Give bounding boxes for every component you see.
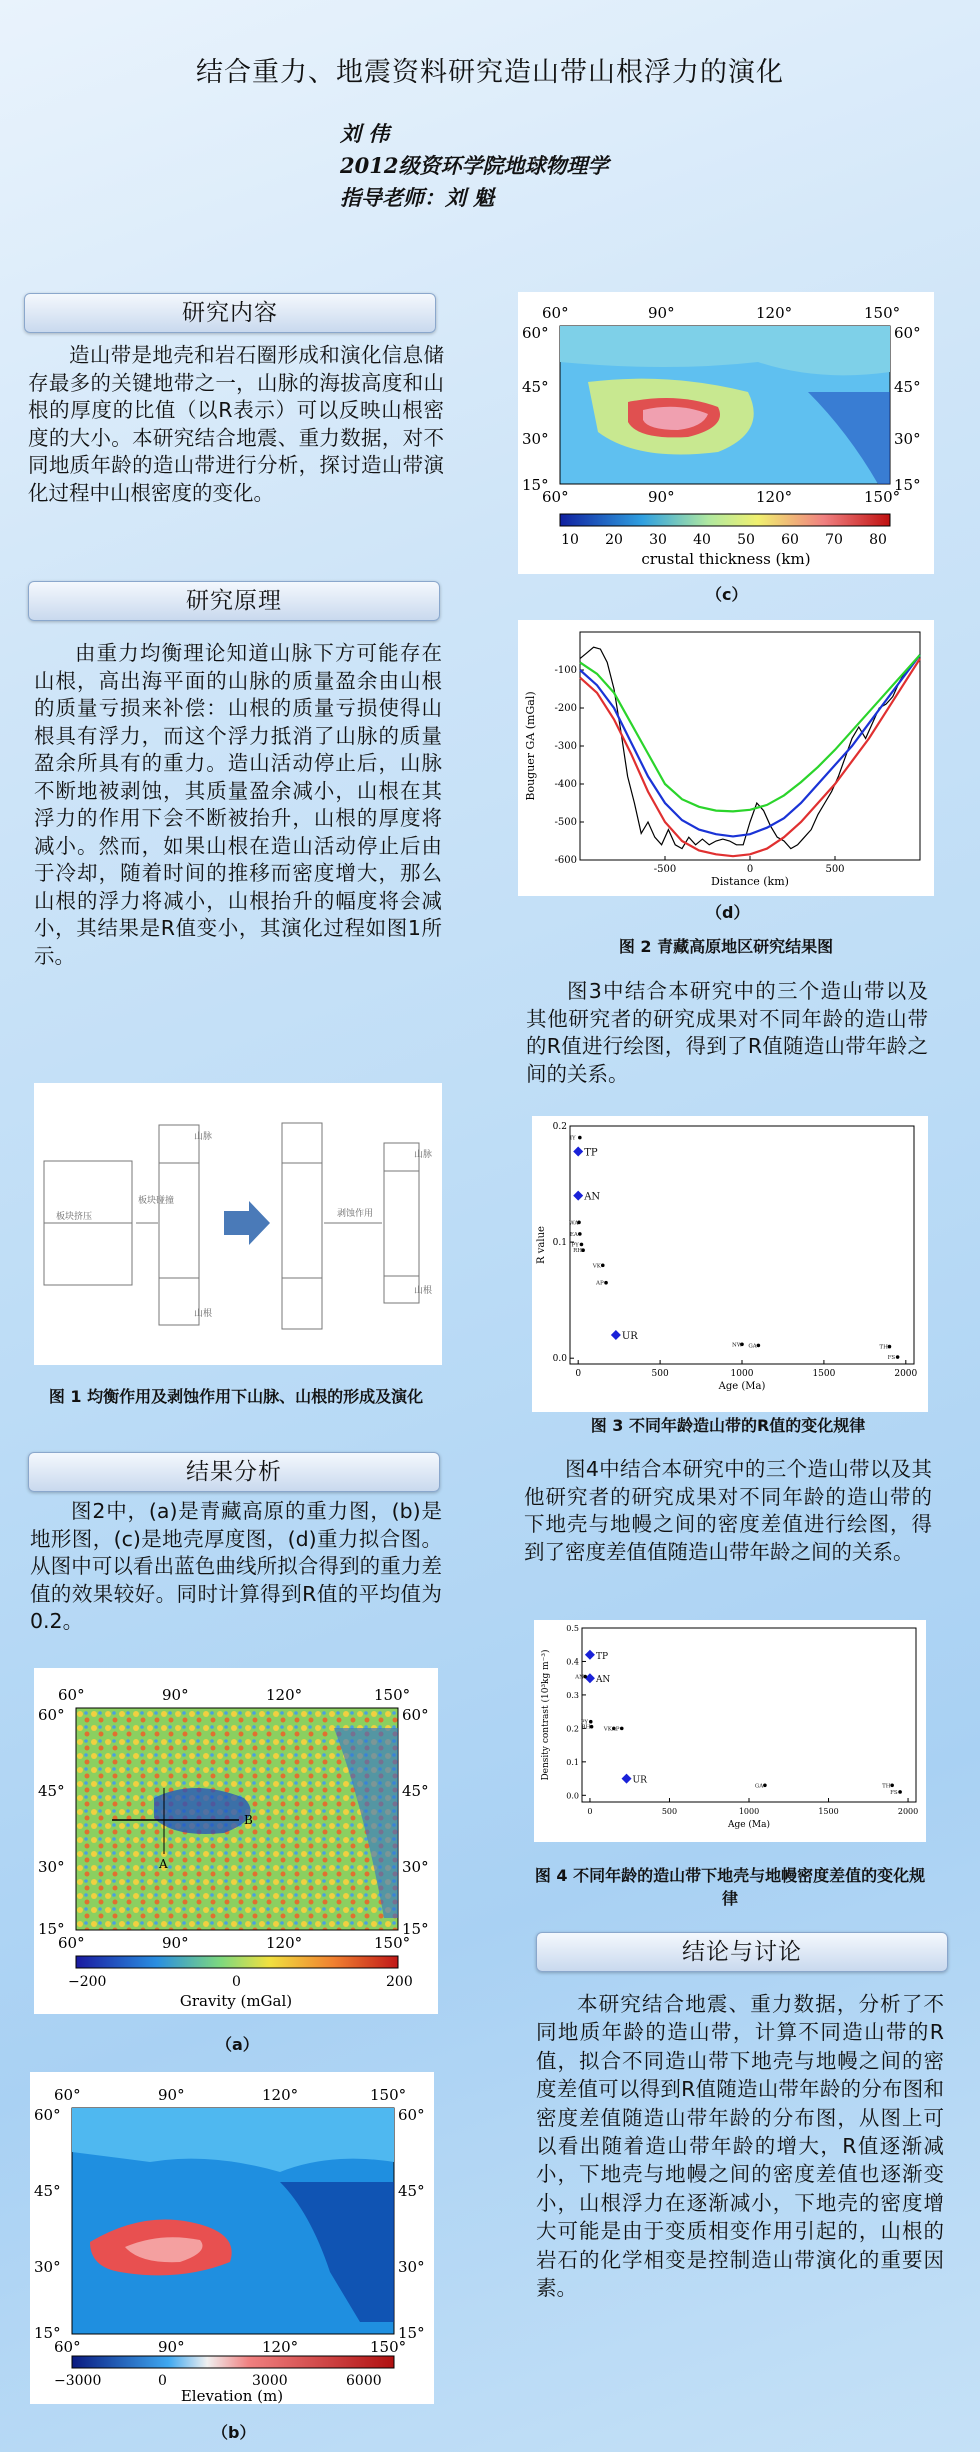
y-axis-label: Density contrast (10³kg m⁻³) [541, 1649, 551, 1781]
svg-text:120°: 120° [756, 488, 793, 506]
svg-text:6000: 6000 [346, 2373, 382, 2389]
svg-text:90°: 90° [158, 2338, 185, 2356]
svg-text:60°: 60° [542, 488, 569, 506]
point-label-GA: GA [754, 1783, 764, 1790]
author-name: 刘 伟 [340, 121, 390, 146]
point-label-WA: WA [569, 1220, 579, 1227]
svg-text:crustal thickness (km): crustal thickness (km) [641, 550, 811, 568]
svg-text:−3000: −3000 [54, 2373, 102, 2389]
x-tick-label: 1000 [738, 1807, 760, 1816]
svg-text:150°: 150° [864, 304, 901, 322]
svg-text:60°: 60° [542, 304, 569, 322]
text-fig4: 图4中结合本研究中的三个造山带以及其他研究者的研究成果对不同年龄的造山带的下地壳与地幔之间的密度差值进行绘图，得到了密度差值值随造山带年龄之间的关系。 [524, 1457, 932, 1564]
svg-text:120°: 120° [266, 1686, 303, 1704]
text-fig3: 图3中结合本研究中的三个造山带以及其他研究者的研究成果对不同年龄的造山带的R值进行绘图，得到了R值随造山带年龄之间的关系。 [526, 979, 928, 1086]
svg-text:−200: −200 [68, 1974, 107, 1990]
gravity-marker-b: B [244, 1813, 253, 1827]
svg-text:90°: 90° [648, 488, 675, 506]
figure-2c-label: （c） [706, 585, 748, 604]
x-tick-label: 0 [587, 1807, 593, 1816]
point-label-VK: VK [603, 1726, 612, 1733]
point-label-TP: TP [595, 1651, 609, 1662]
x-tick-label: 2000 [897, 1807, 919, 1816]
point-label-FS: FS [890, 1789, 898, 1796]
svg-text:60°: 60° [398, 2106, 425, 2124]
figure-2a-gravity-map [34, 1668, 438, 2014]
point-AP [604, 1281, 608, 1285]
text-results: 图2中，(a)是青藏高原的重力图，(b)是地形图，(c)是地壳厚度图，(d)重力拟合图。从图中可以看出蓝色曲线所拟合得到的重力差值的效果较好。同时计算得到R值的平均值为0.2。 [30, 1499, 442, 1633]
svg-text:15°: 15° [38, 1920, 65, 1938]
svg-text:15°: 15° [522, 476, 549, 494]
plot-frame [580, 632, 920, 860]
text-research-content: 造山带是地壳和岩石圈形成和演化信息储存最多的关键地带之一，山脉的海拔高度和山根的厚度的比值（以R表示）可以反映山根密度的大小。本研究结合地震、重力数据，对不同地质年龄的造山带进行分析，探讨造山带演化过程中山根密度的变化。 [28, 343, 444, 505]
svg-text:45°: 45° [38, 1782, 65, 1800]
poster-title: 结合重力、地震资料研究造山带山根浮力的演化 [196, 57, 784, 88]
x-tick-label: 1500 [818, 1807, 839, 1816]
fig1-label-0: 板块挤压 [56, 1212, 93, 1222]
svg-text:30°: 30° [894, 430, 921, 448]
heading-principle: 研究原理 [28, 581, 440, 621]
heading-results: 结果分析 [28, 1452, 440, 1492]
point-UR [611, 1330, 621, 1340]
author-affiliation: 2012级资环学院地球物理学 [340, 153, 609, 178]
y-tick-label: 0.2 [566, 1724, 579, 1734]
svg-text:30°: 30° [522, 430, 549, 448]
point-AP [620, 1727, 624, 1731]
svg-text:45°: 45° [398, 2182, 425, 2200]
svg-text:0: 0 [232, 1974, 241, 1990]
svg-text:20: 20 [605, 532, 623, 548]
point-EA [578, 1232, 582, 1236]
y-tick-label: 0.1 [566, 1757, 579, 1767]
point-label-IY: IY [569, 1135, 576, 1142]
svg-text:15°: 15° [894, 476, 921, 494]
y-tick-label: 0.2 [552, 1122, 567, 1132]
figure-3-r-value [532, 1116, 928, 1412]
figure-2d-gravity-fit [518, 620, 934, 896]
svg-text:80: 80 [869, 532, 887, 548]
fit-series-1 [580, 659, 920, 857]
author-advisor: 指导老师：刘 魁 [340, 185, 495, 210]
point-label-VK: VK [592, 1263, 601, 1270]
svg-text:Gravity (mGal): Gravity (mGal) [179, 1992, 293, 2010]
heading-conclusion: 结论与讨论 [536, 1932, 948, 1972]
plot-frame [570, 1126, 914, 1364]
figure-2a-label: （a） [216, 2035, 259, 2054]
svg-text:60°: 60° [894, 324, 921, 342]
x-tick-label: 1500 [812, 1369, 836, 1379]
svg-text:120°: 120° [262, 2338, 299, 2356]
svg-text:30°: 30° [398, 2258, 425, 2276]
svg-text:120°: 120° [266, 1934, 303, 1952]
point-UR [622, 1774, 632, 1784]
point-label-TH: TH [882, 1783, 891, 1790]
svg-text:15°: 15° [402, 1920, 429, 1938]
y-axis-label: Bouguer GA (mGal) [524, 691, 537, 801]
fig1-label-2: 山脉 [194, 1132, 213, 1142]
point-label-NW: NW [732, 1342, 743, 1349]
point-PY [580, 1243, 584, 1247]
x-tick-label: -500 [653, 864, 677, 875]
point-label-AP: AP [611, 1726, 620, 1733]
y-tick-label: -300 [554, 741, 577, 752]
svg-text:60°: 60° [38, 1706, 65, 1724]
svg-text:Elevation (m): Elevation (m) [180, 2387, 284, 2404]
svg-text:40: 40 [693, 532, 711, 548]
y-tick-label: 0.5 [566, 1624, 579, 1633]
x-tick-label: 500 [651, 1369, 669, 1379]
svg-text:150°: 150° [374, 1686, 411, 1704]
svg-text:30°: 30° [402, 1858, 429, 1876]
y-tick-label: -200 [554, 703, 577, 714]
svg-text:30°: 30° [38, 1858, 65, 1876]
figure-2d-label: （d） [706, 903, 750, 922]
svg-text:50: 50 [737, 532, 755, 548]
point-FS [898, 1790, 902, 1794]
figure-3-caption: 图 3 不同年龄造山带的R值的变化规律 [590, 1416, 866, 1435]
fig1-label-5: 山脉 [414, 1150, 433, 1160]
figure-4-density-contrast [534, 1620, 926, 1842]
svg-text:60: 60 [781, 532, 799, 548]
figure-2b-label: （b） [212, 2423, 256, 2442]
elevation-colorbar [72, 2356, 394, 2368]
svg-text:15°: 15° [34, 2324, 61, 2342]
point-label-UR: UR [621, 1330, 638, 1342]
fig1-label-1: 板块碰撞 [138, 1196, 175, 1206]
crust-colorbar [560, 514, 890, 526]
svg-text:200: 200 [386, 1974, 413, 1990]
y-tick-label: 0.0 [566, 1791, 579, 1801]
x-tick-label: 1000 [730, 1369, 754, 1379]
y-tick-label: 0.3 [566, 1690, 579, 1700]
svg-text:60°: 60° [54, 2086, 81, 2104]
point-label-AN: AN [595, 1675, 611, 1686]
point-label-UR: UR [632, 1775, 647, 1786]
point-label-AN: AN [575, 1674, 584, 1681]
svg-text:150°: 150° [374, 1934, 411, 1952]
point-IY [578, 1136, 582, 1140]
point-label-AP: AP [596, 1280, 604, 1287]
point-label-TH: TH [879, 1344, 888, 1351]
x-axis-label: Age (Ma) [718, 1381, 766, 1392]
svg-text:45°: 45° [34, 2182, 61, 2200]
svg-text:60°: 60° [34, 2106, 61, 2124]
svg-text:45°: 45° [522, 378, 549, 396]
svg-text:90°: 90° [648, 304, 675, 322]
point-GA [757, 1344, 761, 1348]
svg-text:120°: 120° [262, 2086, 299, 2104]
svg-text:10: 10 [561, 532, 579, 548]
x-tick-label: 2000 [894, 1369, 918, 1379]
text-conclusion: 本研究结合地震、重力数据，分析了不同地质年龄的造山带，计算不同造山带的R值，拟合不同造山带下地壳与地幔之间的密度差值可以得到R值随造山带年龄的分布图和密度差值随造山带年龄的分布图，从图上可以看出随着造山带年龄的增大，R值逐渐减小，下地壳与地幔之间的密度差值也逐渐变小，山根浮力在逐渐减小，下地壳的密度增大可能是由于变质相变作用引起的，山根的岩石的化学相变是控制造山带演化的重要因素。 [536, 1992, 944, 2301]
figure-2b-elevation-map [30, 2072, 434, 2404]
y-tick-label: 0.0 [552, 1354, 567, 1365]
figure-2c-crustal-thickness-map [518, 292, 934, 574]
x-axis-label: Age (Ma) [727, 1820, 771, 1830]
svg-text:60°: 60° [402, 1706, 429, 1724]
x-tick-label: 500 [825, 864, 845, 875]
svg-text:150°: 150° [370, 2338, 407, 2356]
point-label-EA: EA [569, 1231, 578, 1238]
heading-research-content: 研究内容 [24, 293, 436, 333]
point-AN [573, 1191, 583, 1201]
fit-series-0 [580, 647, 920, 848]
svg-text:60°: 60° [58, 1934, 85, 1952]
point-label-PY: PY [580, 1719, 589, 1726]
svg-text:90°: 90° [162, 1686, 189, 1704]
point-label-GA: GA [748, 1343, 757, 1350]
point-VK [601, 1264, 605, 1268]
x-axis-label: Distance (km) [711, 875, 789, 888]
figure-1 [34, 1083, 442, 1365]
x-tick-label: 500 [661, 1807, 678, 1816]
y-tick-label: -100 [554, 665, 577, 676]
svg-text:30: 30 [649, 532, 667, 548]
svg-text:70: 70 [825, 532, 843, 548]
svg-text:90°: 90° [158, 2086, 185, 2104]
y-tick-label: 0.4 [566, 1657, 579, 1667]
point-label-RH: RH [573, 1248, 583, 1255]
svg-text:15°: 15° [398, 2324, 425, 2342]
svg-text:3000: 3000 [252, 2373, 288, 2389]
fig1-label-6: 山根 [414, 1286, 433, 1296]
fig1-label-3: 山根 [194, 1309, 213, 1319]
point-TH [888, 1345, 892, 1349]
point-AN [585, 1673, 595, 1683]
x-tick-label: 0 [746, 864, 754, 875]
text-principle: 由重力均衡理论知道山脉下方可能存在山根，高出海平面的山脉的质量盈余由山根的质量亏损来补偿：山根的质量亏损使得山根具有浮力，而这个浮力抵消了山脉的质量盈余所具有的重力。造山活动停止后，山脉不断地被剥蚀，其质量盈余减小，山根在其浮力的作用下会不断被抬升，山根的厚度将减小。然而，如果山根在造山活动停止后由于冷却，随着时间的推移而密度增大，那么山根的浮力将减小，山根抬升的幅度将会减小，其结果是R值变小，其演化过程如图1所示。 [34, 641, 442, 968]
point-label-TP: TP [584, 1147, 598, 1159]
point-GA [763, 1783, 767, 1787]
point-label-RH: RH [581, 1724, 591, 1731]
figure-2-caption: 图 2 青藏高原地区研究结果图 [618, 937, 834, 956]
point-TH [890, 1783, 894, 1787]
svg-text:45°: 45° [894, 378, 921, 396]
figure-1-caption: 图 1 均衡作用及剥蚀作用下山脉、山根的形成及演化 [48, 1387, 424, 1406]
svg-text:150°: 150° [864, 488, 901, 506]
figure-4-caption: 图 4 不同年龄的造山带下地壳与地幔密度差值的变化规律 [534, 1866, 926, 1908]
y-axis-label: R value [536, 1226, 547, 1264]
svg-text:45°: 45° [402, 1782, 429, 1800]
point-PY [589, 1720, 593, 1724]
author-block [340, 118, 608, 214]
point-TP [585, 1650, 595, 1660]
point-FS [896, 1355, 900, 1359]
svg-text:60°: 60° [58, 1686, 85, 1704]
gravity-marker-a: A [159, 1857, 168, 1871]
point-label-AN: AN [584, 1191, 601, 1203]
point-TP [573, 1147, 583, 1157]
svg-text:120°: 120° [756, 304, 793, 322]
svg-text:30°: 30° [34, 2258, 61, 2276]
gravity-colorbar [76, 1956, 398, 1968]
svg-text:0: 0 [158, 2373, 167, 2389]
svg-text:90°: 90° [162, 1934, 189, 1952]
y-tick-label: -500 [554, 817, 577, 828]
y-tick-label: -600 [554, 855, 577, 866]
point-label-PY: PY [571, 1242, 579, 1249]
svg-text:60°: 60° [522, 324, 549, 342]
point-label-FS: FS [887, 1355, 896, 1362]
svg-text:60°: 60° [54, 2338, 81, 2356]
x-tick-label: 0 [575, 1369, 582, 1379]
svg-text:150°: 150° [370, 2086, 407, 2104]
fig1-label-4: 剥蚀作用 [337, 1209, 374, 1219]
y-tick-label: -400 [554, 779, 577, 790]
y-tick-label: 0.1 [552, 1238, 567, 1249]
